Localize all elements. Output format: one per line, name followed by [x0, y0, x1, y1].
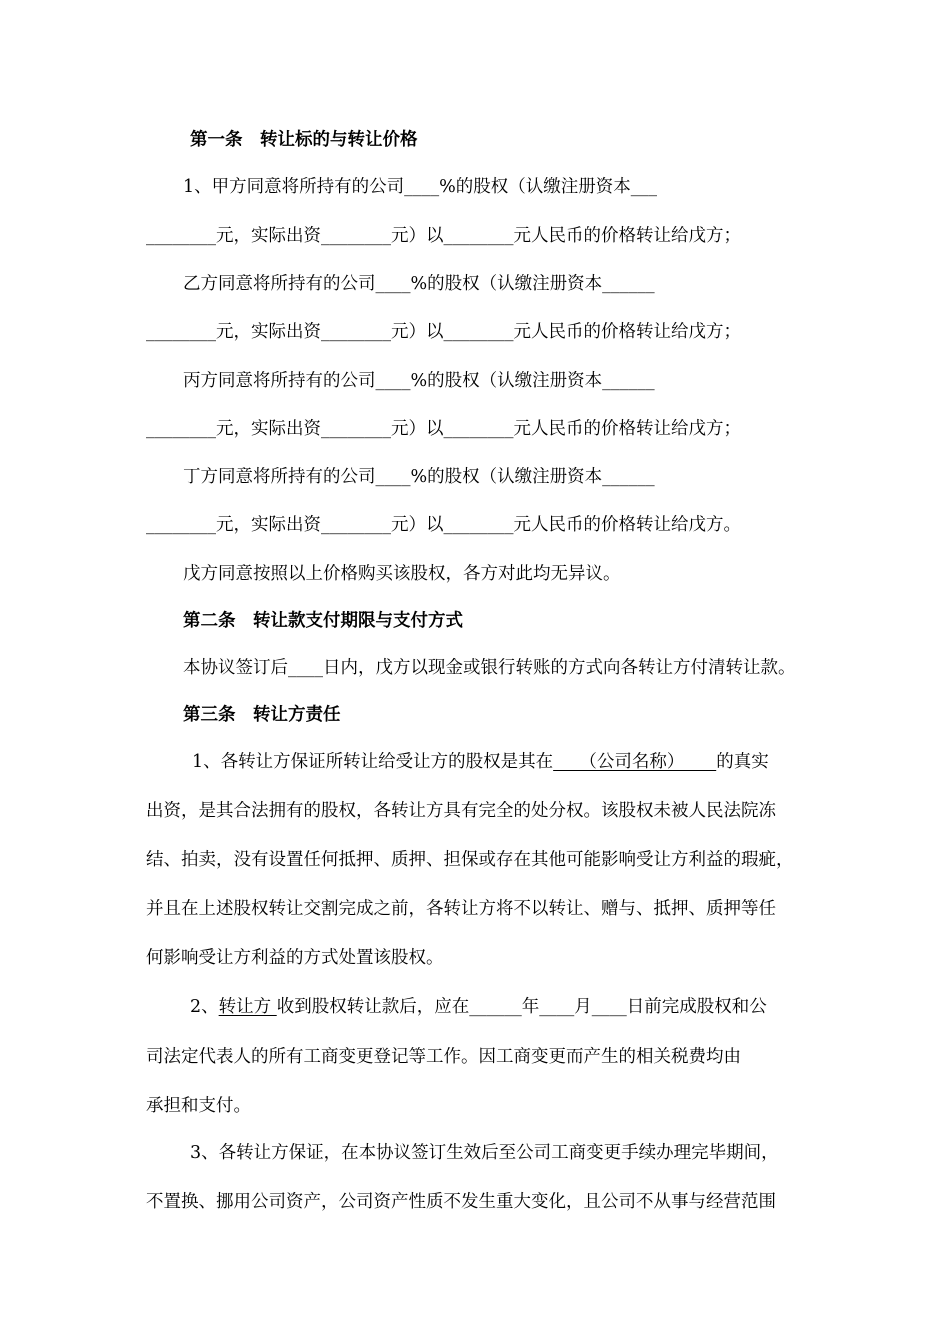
- article-3-item-1-line-4: 并且在上述股权转让交割完成之前，各转让方将不以转让、赠与、抵押、质押等任: [146, 899, 776, 919]
- party-yi-line-2: ________元，实际出资________元）以________元人民币的价格转让给戊方；: [146, 322, 741, 342]
- article-3-item-1-line-1: [192, 750, 769, 774]
- article-2-heading: 第二条 转让款支付期限与支付方式: [183, 611, 463, 631]
- company-name-field: （公司名称）: [553, 752, 717, 772]
- article-3-item-2-line-3: 承担和支付。: [146, 1096, 251, 1116]
- article-3-item-1-line-2: 出资，是其合法拥有的股权，各转让方具有完全的处分权。该股权未被人民法院冻: [146, 801, 776, 821]
- article-3-item-2-line-1: [190, 995, 767, 1019]
- item-2-text-pre: 2、: [190, 997, 219, 1017]
- party-yi-line-1: 乙方同意将所持有的公司____%的股权（认缴注册资本______: [183, 274, 655, 294]
- article-3-item-1-line-3: 结、拍卖，没有设置任何抵押、质押、担保或存在其他可能影响受让方利益的瑕疵，: [146, 850, 794, 870]
- party-ding-line-2: ________元，实际出资________元）以________元人民币的价格转让给戊方。: [146, 515, 741, 535]
- party-ding-line-1: 丁方同意将所持有的公司____%的股权（认缴注册资本______: [183, 467, 655, 487]
- party-jia-line-2: ________元，实际出资________元）以________元人民币的价格转让给戊方；: [146, 226, 741, 246]
- item-1-text-pre: 1、各转让方保证所转让给受让方的股权是其在: [192, 752, 554, 772]
- article-1-heading: 第一条 转让标的与转让价格: [190, 130, 418, 150]
- item-1-text-post: 的真实: [716, 752, 769, 772]
- party-wu-consent: 戊方同意按照以上价格购买该股权，各方对此均无异议。: [183, 564, 621, 584]
- item-2-text-post: 收到股权转让款后，应在______年____月____日前完成股权和公: [276, 997, 767, 1017]
- party-bing-line-1: 丙方同意将所持有的公司____%的股权（认缴注册资本______: [183, 371, 655, 391]
- party-bing-line-2: ________元，实际出资________元）以________元人民币的价格转让给戊方；: [146, 419, 741, 439]
- article-2-body: 本协议签订后____日内，戊方以现金或银行转账的方式向各转让方付清转让款。: [183, 658, 796, 678]
- article-3-heading: 第三条 转让方责任: [183, 705, 341, 725]
- article-3-item-2-line-2: 司法定代表人的所有工商变更登记等工作。因工商变更而产生的相关税费均由: [146, 1047, 741, 1067]
- transferor-field: 转让方: [218, 997, 277, 1017]
- party-jia-line-1: 1、甲方同意将所持有的公司____%的股权（认缴注册资本___: [183, 177, 658, 197]
- article-3-item-3-line-2: 不置换、挪用公司资产，公司资产性质不发生重大变化，且公司不从事与经营范围: [146, 1192, 776, 1212]
- article-3-item-3-line-1: 3、各转让方保证，在本协议签订生效后至公司工商变更手续办理完毕期间，: [190, 1143, 779, 1163]
- article-3-item-1-line-5: 何影响受让方利益的方式处置该股权。: [146, 948, 444, 968]
